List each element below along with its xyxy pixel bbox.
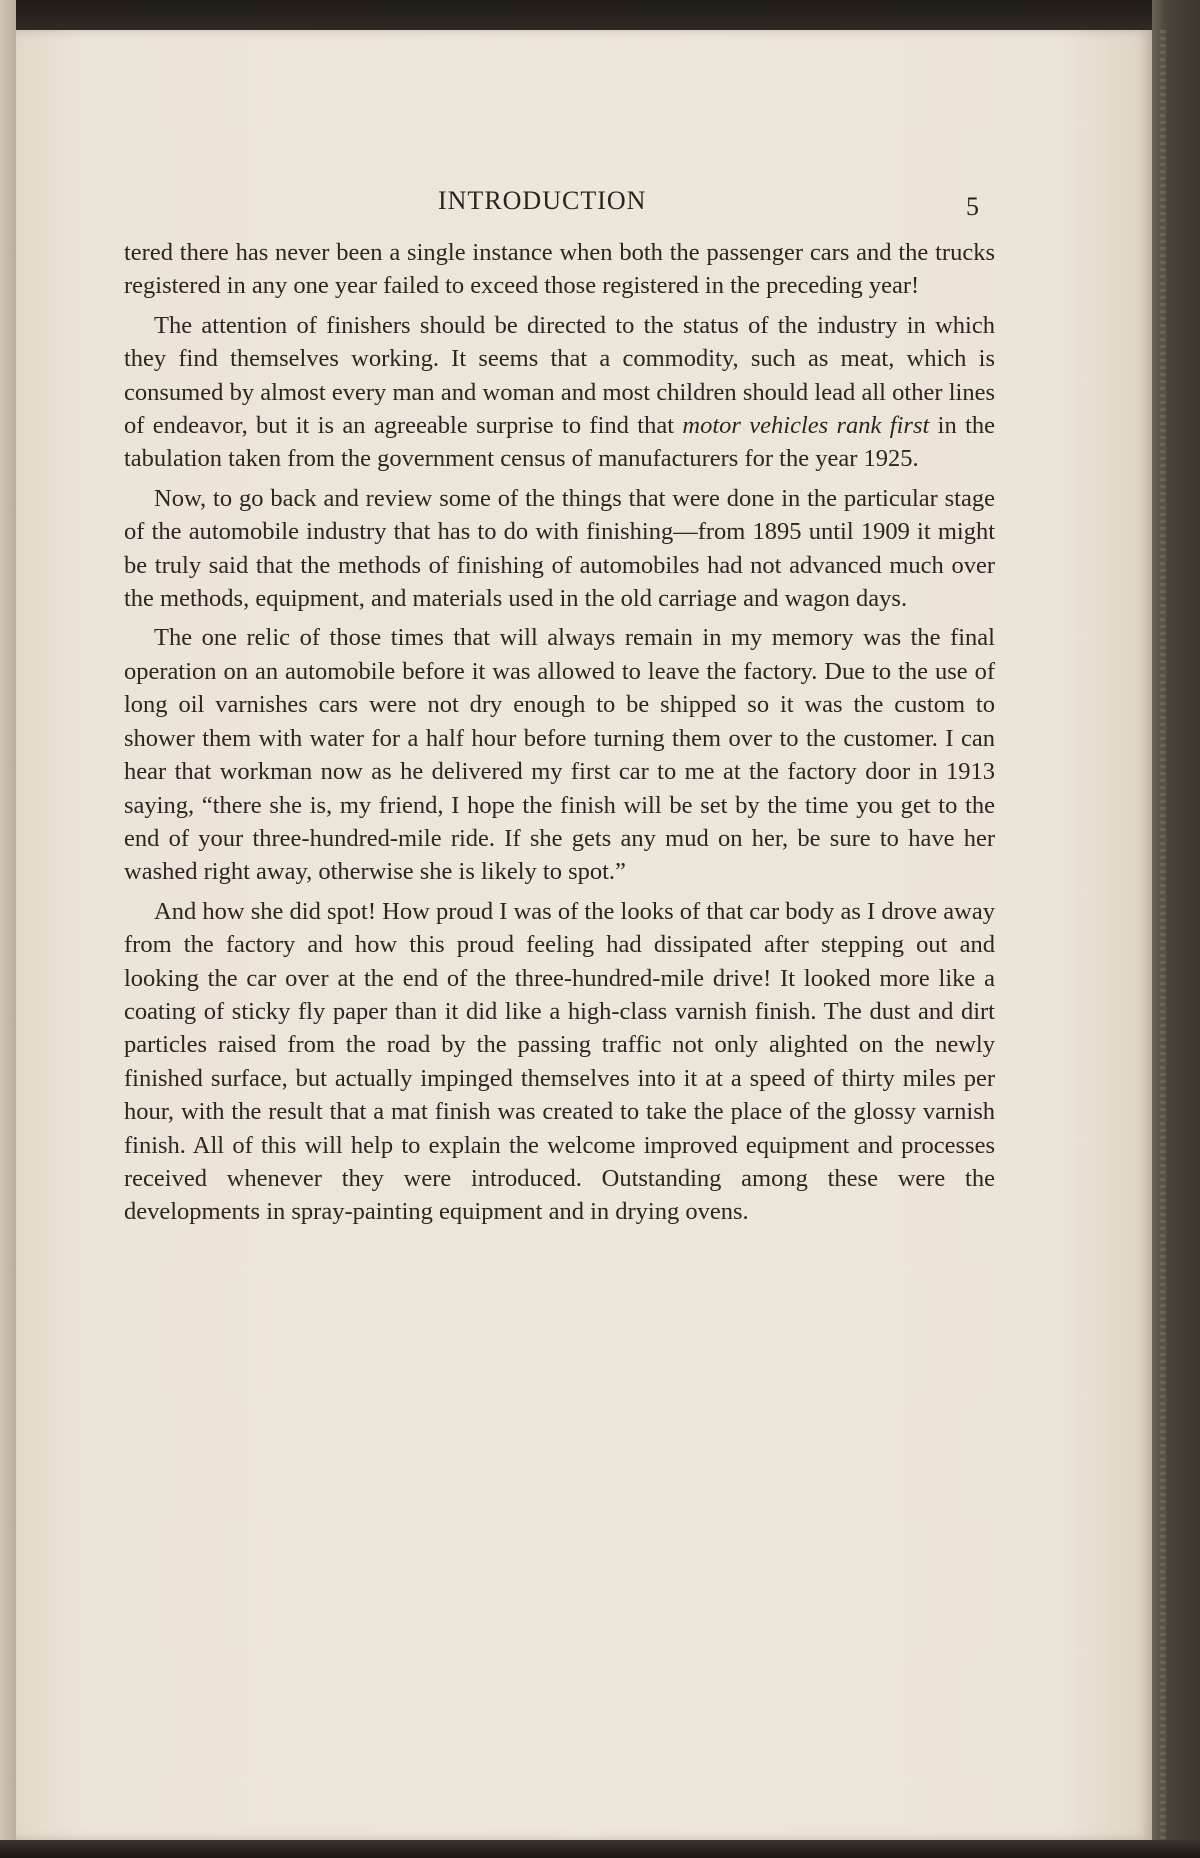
paragraph-1	[124, 236, 995, 303]
paragraph-2	[124, 309, 995, 476]
paragraph-5	[124, 895, 995, 1229]
facing-page-edge	[0, 0, 16, 1858]
paragraph-2-text-b: in the tabulation taken from the government census of manufacturers for the year 1925.	[124, 412, 996, 473]
paragraph-5-text: And how she did spot! How proud I was of the looks of that car body as I drove away from the factory and how this proud feeling had dissipated after stepping out and looking the car over at the end of the three-hundred-mile drive! It looked more like a coating of sticky fly paper than it did like a high-class varnish finish. The dust and dirt particles raised from the road by the passing traffic not only alighted on the newly finished surface, but actually impinged themselves into it at a speed of thirty miles per hour, with the result that a mat finish was created to take the place of the glossy varnish finish. All of this will help to explain the welcome improved equipment and processes received whenever they were introduced. Outstanding among these were the developments in spray-painting equipment and in drying ovens.	[124, 897, 995, 1226]
page-number: 5	[966, 192, 979, 221]
paragraph-4	[124, 621, 995, 888]
scanner-bottom-edge	[0, 1840, 1200, 1858]
running-head	[16, 186, 1108, 226]
paragraph-2-text-a: The attention of finishers should be directed to the status of the industry in which they find themselves working. It seems that a commodity, such as meat, which is consumed by almost every man and woman and most children should lead all other lines of endeavor, but it is an agreeable surprise to find that	[124, 311, 995, 440]
scanner-top-edge	[0, 0, 1200, 30]
paragraph-1-text: tered there has never been a single instance when both the passenger cars and the trucks registered in any one year failed to exceed those registered in the preceding year!	[124, 239, 995, 300]
book-page	[16, 30, 1152, 1840]
body-text	[124, 236, 995, 1235]
paragraph-2-italic-phrase: motor vehicles rank first	[682, 412, 930, 440]
paragraph-3	[124, 482, 995, 616]
book-cover-edge	[1152, 0, 1200, 1858]
paragraph-3-text: Now, to go back and review some of the things that were done in the particular stage of the automobile industry that has to do with finishing—from 1895 until 1909 it might be truly said that the methods of finishing of automobiles had not advanced much over the methods, equipment, and materials used in the old carriage and wagon days.	[124, 484, 995, 613]
chapter-title: INTRODUCTION	[438, 186, 647, 215]
paragraph-4-text: The one relic of those times that will always remain in my memory was the final operation on an automobile before it was allowed to leave the factory. Due to the use of long oil varnishes cars were not dry enough to be shipped so it was the custom to shower them with water for a half hour before turning them over to the customer. I can hear that workman now as he delivered my first car to me at the factory door in 1913 saying, “there she is, my friend, I hope the finish will be set by the time you get to the end of your three-hundred-mile ride. If she gets any mud on her, be sure to have her washed right away, otherwise she is likely to spot.”	[124, 624, 995, 886]
